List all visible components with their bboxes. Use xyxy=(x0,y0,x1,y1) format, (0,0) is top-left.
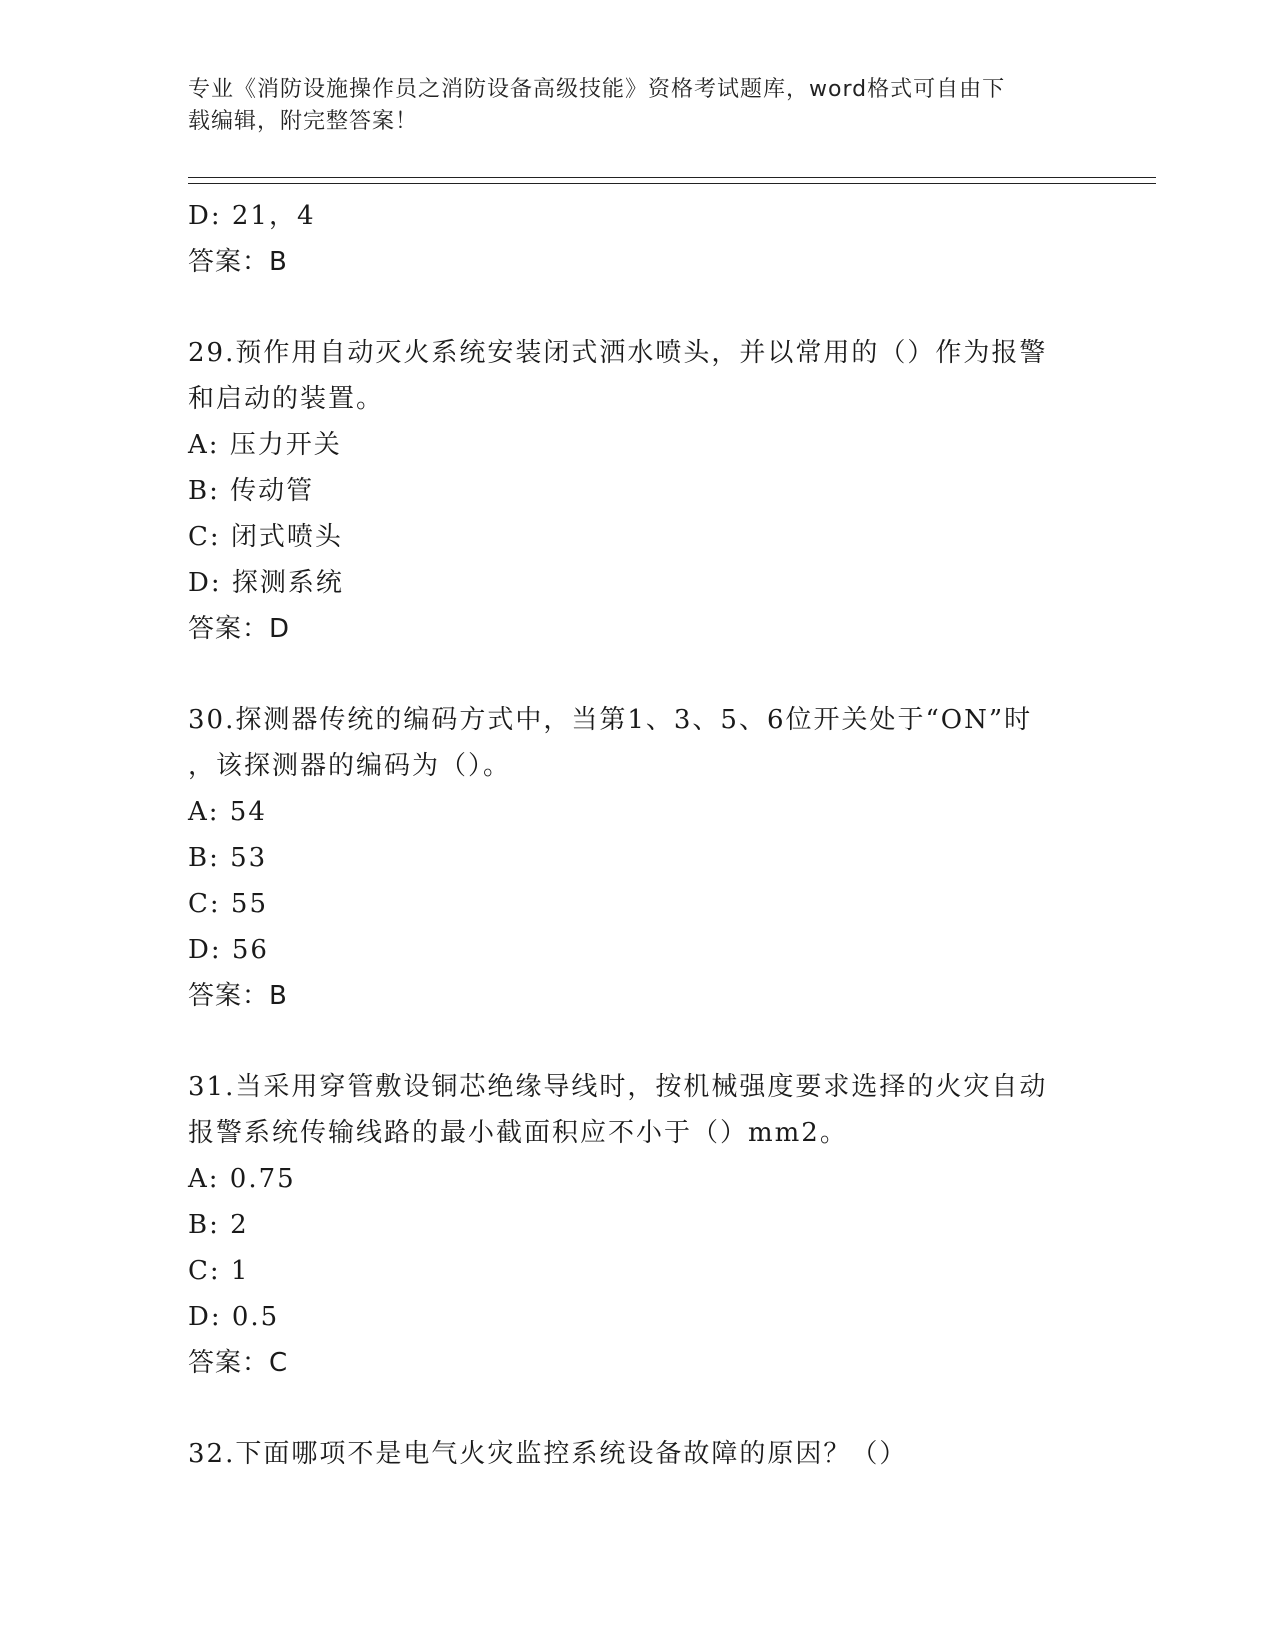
option-d: D: 0.5 xyxy=(188,1302,280,1332)
header-line-2: 载编辑，附完整答案！ xyxy=(188,109,419,134)
document-header xyxy=(188,74,1088,138)
question-text-line-1: 31.当采用穿管敷设铜芯绝缘导线时，按机械强度要求选择的火灾自动 xyxy=(188,1072,1048,1102)
question-text-line-2: 和启动的装置。 xyxy=(188,384,385,414)
option-a: A: 54 xyxy=(188,797,267,827)
question-29 xyxy=(188,330,1088,652)
question-text-line-1: 30.探测器传统的编码方式中，当第1、3、5、6位开关处于“ON”时 xyxy=(188,705,1033,735)
answer-line: 答案：B xyxy=(188,247,288,277)
question-31 xyxy=(188,1064,1088,1386)
option-a: A: 0.75 xyxy=(188,1164,296,1194)
option-c: C: 55 xyxy=(188,889,269,919)
answer-line: 答案：B xyxy=(188,981,288,1011)
question-30 xyxy=(188,697,1088,1019)
question-text-line-2: ，该探测器的编码为（）。 xyxy=(188,751,512,781)
spacer xyxy=(188,1386,1088,1431)
answer-line: 答案：D xyxy=(188,614,291,644)
option-b: B: 传动管 xyxy=(188,476,315,506)
header-line-1: 专业《消防设施操作员之消防设备高级技能》资格考试题库，word格式可自由下 xyxy=(188,77,1006,102)
previous-question-fragment xyxy=(188,193,1088,285)
question-list xyxy=(188,193,1088,1477)
spacer xyxy=(188,285,1088,330)
option-b: B: 53 xyxy=(188,843,268,873)
option-d: D: 21，4 xyxy=(188,201,316,231)
option-d: D: 探测系统 xyxy=(188,568,344,598)
option-c: C: 闭式喷头 xyxy=(188,522,343,552)
question-text-line-1: 32.下面哪项不是电气火灾监控系统设备故障的原因？（） xyxy=(188,1439,908,1469)
question-text-line-1: 29.预作用自动灭火系统安装闭式洒水喷头，并以常用的（）作为报警 xyxy=(188,338,1048,368)
option-c: C: 1 xyxy=(188,1256,250,1286)
header-rule-top xyxy=(188,177,1156,178)
spacer xyxy=(188,652,1088,697)
option-a: A: 压力开关 xyxy=(188,430,342,460)
option-d: D: 56 xyxy=(188,935,269,965)
header-rule-bottom xyxy=(188,183,1156,184)
question-32 xyxy=(188,1431,1088,1477)
answer-line: 答案：C xyxy=(188,1348,289,1378)
spacer xyxy=(188,1019,1088,1064)
option-b: B: 2 xyxy=(188,1210,249,1240)
question-text-line-2: 报警系统传输线路的最小截面积应不小于（）mm2。 xyxy=(188,1118,848,1148)
